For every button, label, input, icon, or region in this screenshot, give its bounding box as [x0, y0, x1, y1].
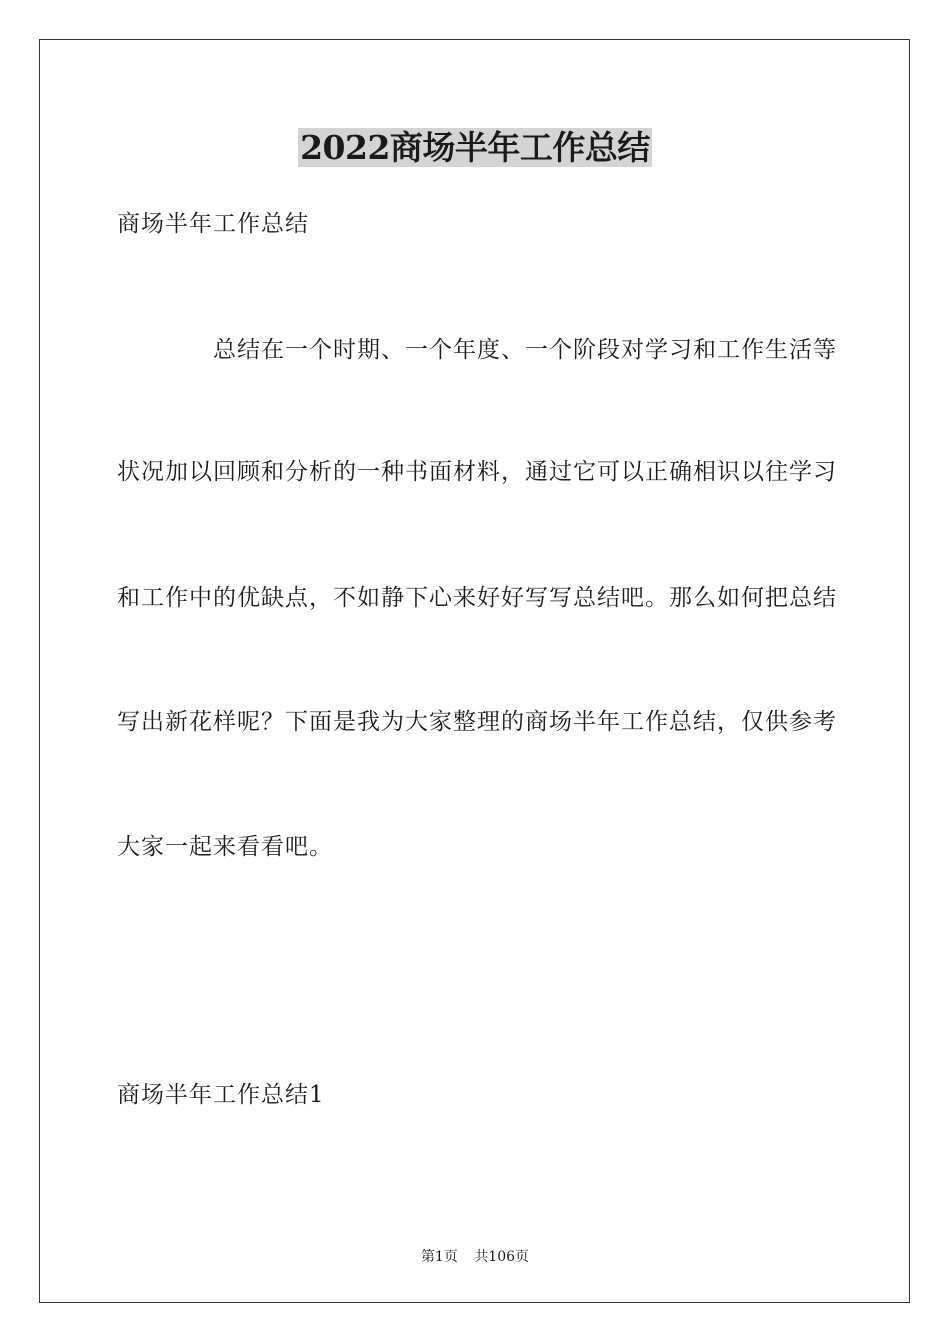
page-number: 第1页	[420, 1249, 458, 1265]
paragraph-line-1: 总结在一个时期、一个年度、一个阶段对学习和工作生活等	[213, 337, 837, 363]
paragraph-line-4: 写出新花样呢？下面是我为大家整理的商场半年工作总结，仅供参考	[117, 709, 837, 735]
page-total: 共106页	[474, 1249, 530, 1265]
paragraph-line-3: 和工作中的优缺点，不如静下心来好好写写总结吧。那么如何把总结	[117, 585, 837, 611]
section-heading: 商场半年工作总结1	[117, 1082, 325, 1108]
document-title-wrap	[0, 128, 950, 168]
document-title: 2022商场半年工作总结	[300, 128, 650, 167]
paragraph-line-5: 大家一起来看看吧。	[117, 834, 333, 860]
paragraph-line-2: 状况加以回顾和分析的一种书面材料，通过它可以正确相识以往学习	[117, 459, 837, 485]
document-subtitle: 商场半年工作总结	[117, 211, 309, 237]
page-footer	[0, 1246, 950, 1266]
